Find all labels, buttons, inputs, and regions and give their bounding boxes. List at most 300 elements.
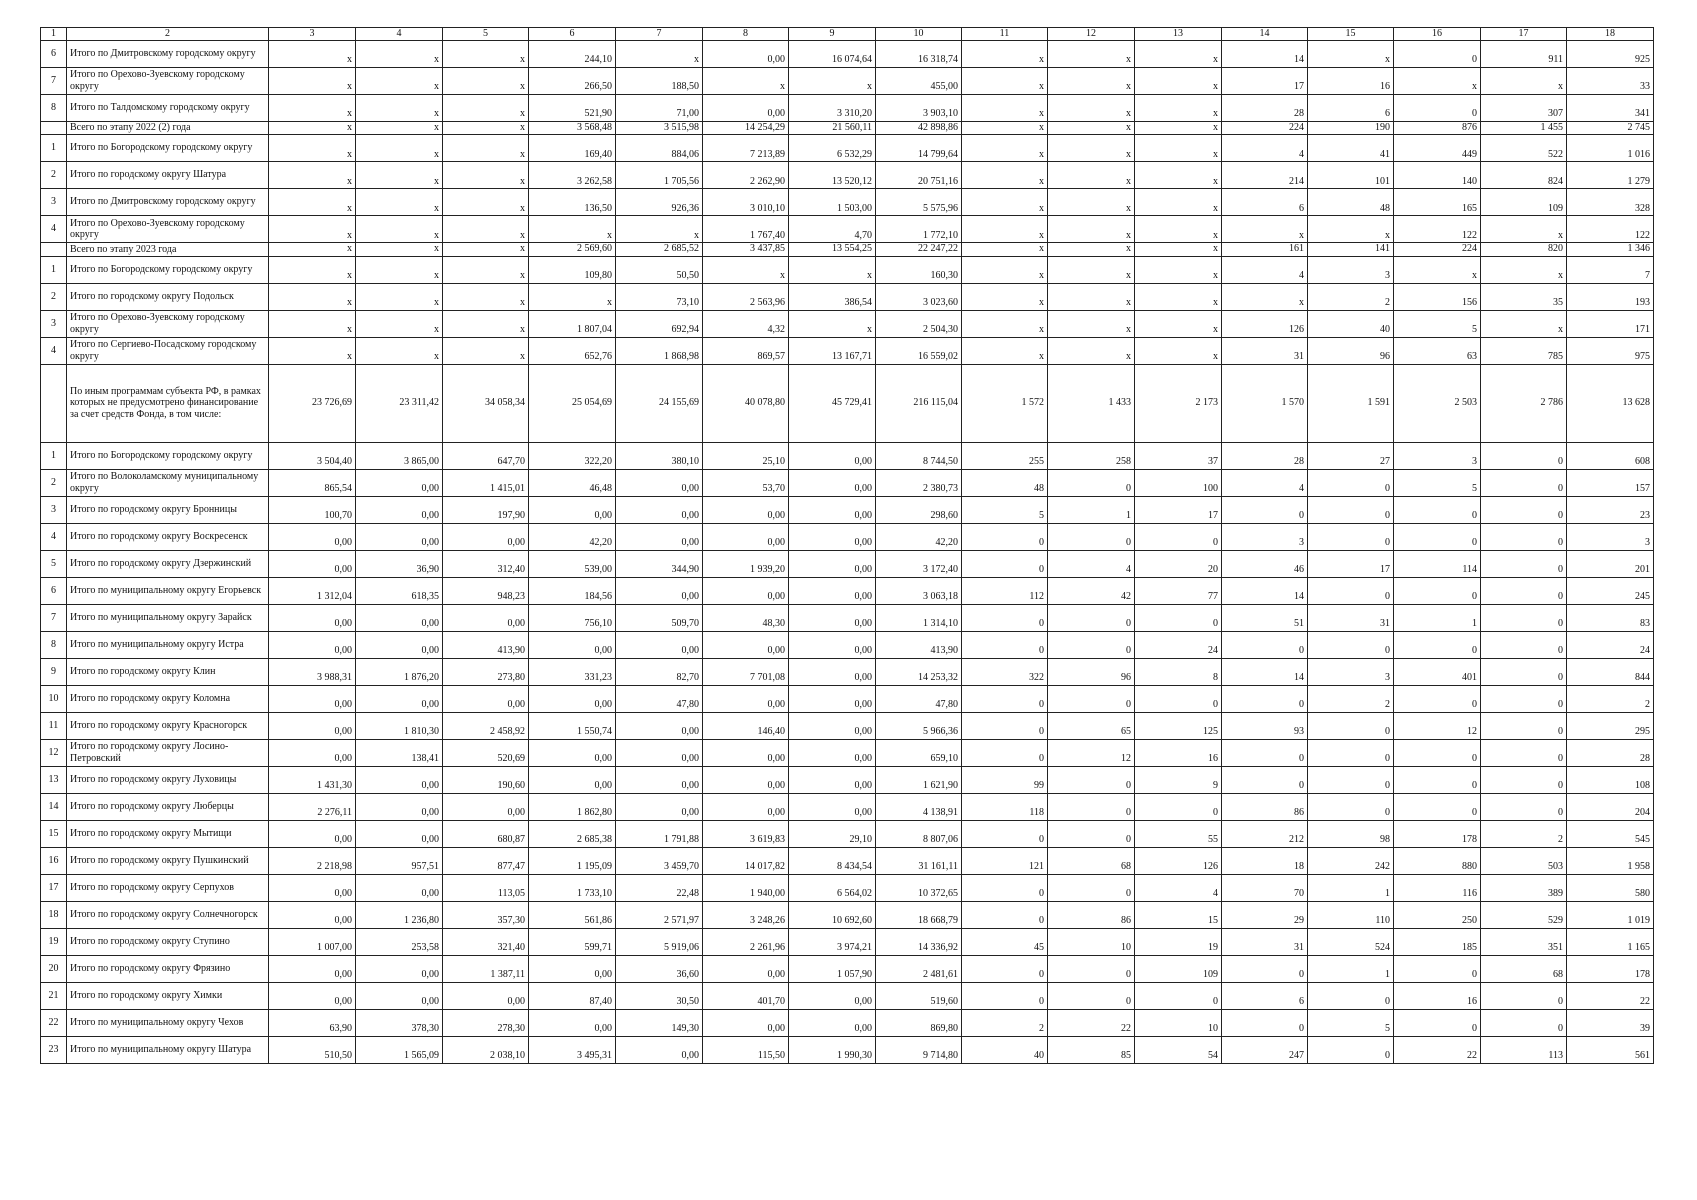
- value-cell: 82,70: [616, 658, 703, 685]
- value-cell: 214: [1222, 162, 1308, 189]
- row-name-cell: Итого по городскому округу Клин: [67, 658, 269, 685]
- program-summary-row: [41, 364, 1654, 442]
- row-name-cell: Итого по Орехово-Зуевскому городскому округу: [67, 216, 269, 243]
- value-cell: 3 568,48: [529, 121, 616, 135]
- value-cell: 21 560,11: [789, 121, 876, 135]
- value-cell: 877,47: [443, 847, 529, 874]
- value-cell: 12: [1048, 739, 1135, 766]
- row-name-cell: Итого по городскому округу Дзержинский: [67, 550, 269, 577]
- value-cell: 647,70: [443, 442, 529, 469]
- table-row: [41, 874, 1654, 901]
- value-cell: x: [1135, 67, 1222, 94]
- value-cell: 509,70: [616, 604, 703, 631]
- value-cell: 0,00: [789, 523, 876, 550]
- value-cell: x: [703, 256, 789, 283]
- row-number-cell: 3: [41, 496, 67, 523]
- value-cell: 0: [1222, 631, 1308, 658]
- value-cell: 298,60: [876, 496, 962, 523]
- row-number-cell: 16: [41, 847, 67, 874]
- value-cell: 28: [1222, 94, 1308, 121]
- value-cell: 8: [1135, 658, 1222, 685]
- value-cell: x: [1308, 216, 1394, 243]
- value-cell: 1 503,00: [789, 189, 876, 216]
- row-name-cell: Итого по городскому округу Химки: [67, 982, 269, 1009]
- value-cell: 344,90: [616, 550, 703, 577]
- value-cell: 2 276,11: [269, 793, 356, 820]
- row-name-cell: Итого по городскому округу Луховицы: [67, 766, 269, 793]
- value-cell: 0: [1481, 685, 1567, 712]
- value-cell: 54: [1135, 1036, 1222, 1063]
- value-cell: 524: [1308, 928, 1394, 955]
- value-cell: 0: [1048, 766, 1135, 793]
- value-cell: 42,20: [529, 523, 616, 550]
- value-cell: 13 554,25: [789, 243, 876, 257]
- value-cell: 0: [1394, 94, 1481, 121]
- value-cell: 880: [1394, 847, 1481, 874]
- value-cell: 22: [1394, 1036, 1481, 1063]
- value-cell: 0,00: [443, 793, 529, 820]
- row-name-cell: Всего по этапу 2022 (2) года: [67, 121, 269, 135]
- table-row: [41, 135, 1654, 162]
- value-cell: x: [962, 243, 1048, 257]
- value-cell: 1 868,98: [616, 337, 703, 364]
- value-cell: 2 458,92: [443, 712, 529, 739]
- value-cell: 561: [1567, 1036, 1654, 1063]
- value-cell: 0,00: [356, 955, 443, 982]
- column-number-cell: 12: [1048, 28, 1135, 41]
- value-cell: 5: [962, 496, 1048, 523]
- table-row: [41, 928, 1654, 955]
- table-row: [41, 847, 1654, 874]
- row-name-cell: Итого по Талдомскому городскому округу: [67, 94, 269, 121]
- value-cell: 98: [1308, 820, 1394, 847]
- value-cell: 17: [1308, 550, 1394, 577]
- value-cell: 0: [1481, 496, 1567, 523]
- value-cell: 0: [1222, 685, 1308, 712]
- value-cell: 1 312,04: [269, 577, 356, 604]
- value-cell: 13 520,12: [789, 162, 876, 189]
- value-cell: 37: [1135, 442, 1222, 469]
- value-cell: 109: [1135, 955, 1222, 982]
- column-number-cell: 7: [616, 28, 703, 41]
- value-cell: 2 218,98: [269, 847, 356, 874]
- value-cell: 0: [1135, 982, 1222, 1009]
- value-cell: x: [1048, 243, 1135, 257]
- value-cell: 50,50: [616, 256, 703, 283]
- value-cell: 0,00: [789, 739, 876, 766]
- value-cell: 0: [1048, 820, 1135, 847]
- value-cell: x: [962, 256, 1048, 283]
- value-cell: 8 744,50: [876, 442, 962, 469]
- value-cell: 3 988,31: [269, 658, 356, 685]
- value-cell: x: [356, 40, 443, 67]
- value-cell: x: [962, 162, 1048, 189]
- value-cell: x: [962, 67, 1048, 94]
- value-cell: x: [1048, 67, 1135, 94]
- value-cell: 1 007,00: [269, 928, 356, 955]
- value-cell: x: [529, 216, 616, 243]
- column-number-cell: 1: [41, 28, 67, 41]
- value-cell: 503: [1481, 847, 1567, 874]
- value-cell: 580: [1567, 874, 1654, 901]
- value-cell: x: [529, 283, 616, 310]
- value-cell: 42,20: [876, 523, 962, 550]
- value-cell: x: [356, 337, 443, 364]
- row-number-cell: 22: [41, 1009, 67, 1036]
- value-cell: 0: [1481, 577, 1567, 604]
- table-row: [41, 496, 1654, 523]
- value-cell: 0: [1222, 766, 1308, 793]
- value-cell: 2: [1567, 685, 1654, 712]
- value-cell: 4: [1222, 135, 1308, 162]
- value-cell: 63: [1394, 337, 1481, 364]
- value-cell: 93: [1222, 712, 1308, 739]
- value-cell: 876: [1394, 121, 1481, 135]
- value-cell: 0: [1394, 793, 1481, 820]
- value-cell: x: [1135, 337, 1222, 364]
- value-cell: 1 165: [1567, 928, 1654, 955]
- value-cell: 2 563,96: [703, 283, 789, 310]
- table-row: [41, 216, 1654, 243]
- value-cell: 0: [1394, 523, 1481, 550]
- value-cell: 51: [1222, 604, 1308, 631]
- row-number-cell: [41, 364, 67, 442]
- value-cell: 169,40: [529, 135, 616, 162]
- value-cell: 1 807,04: [529, 310, 616, 337]
- value-cell: x: [269, 162, 356, 189]
- value-cell: 4,70: [789, 216, 876, 243]
- row-name-cell: Итого по городскому округу Красногорск: [67, 712, 269, 739]
- value-cell: 0: [962, 874, 1048, 901]
- value-cell: 136,50: [529, 189, 616, 216]
- value-cell: 39: [1567, 1009, 1654, 1036]
- table-row: [41, 604, 1654, 631]
- value-cell: 1 940,00: [703, 874, 789, 901]
- value-cell: 0,00: [789, 496, 876, 523]
- column-number-cell: 14: [1222, 28, 1308, 41]
- value-cell: x: [1135, 189, 1222, 216]
- value-cell: x: [1048, 216, 1135, 243]
- value-cell: 0: [1222, 496, 1308, 523]
- row-name-cell: Итого по городскому округу Мытищи: [67, 820, 269, 847]
- value-cell: 0,00: [356, 523, 443, 550]
- value-cell: 380,10: [616, 442, 703, 469]
- row-name-cell: Всего по этапу 2023 года: [67, 243, 269, 257]
- value-cell: 1 195,09: [529, 847, 616, 874]
- value-cell: 0,00: [789, 469, 876, 496]
- row-number-cell: 2: [41, 162, 67, 189]
- value-cell: x: [443, 135, 529, 162]
- row-name-cell: Итого по городскому округу Подольск: [67, 283, 269, 310]
- value-cell: x: [1481, 256, 1567, 283]
- value-cell: 0,00: [616, 1036, 703, 1063]
- value-cell: x: [962, 310, 1048, 337]
- value-cell: x: [443, 121, 529, 135]
- value-cell: 0,00: [269, 901, 356, 928]
- value-cell: 4: [1048, 550, 1135, 577]
- value-cell: 5: [1394, 469, 1481, 496]
- column-number-cell: 5: [443, 28, 529, 41]
- value-cell: 4 138,91: [876, 793, 962, 820]
- value-cell: 48,30: [703, 604, 789, 631]
- table-row: [41, 67, 1654, 94]
- value-cell: 561,86: [529, 901, 616, 928]
- column-number-cell: 10: [876, 28, 962, 41]
- value-cell: x: [962, 94, 1048, 121]
- value-cell: 331,23: [529, 658, 616, 685]
- value-cell: 1 791,88: [616, 820, 703, 847]
- value-cell: 0: [1481, 982, 1567, 1009]
- value-cell: x: [1135, 283, 1222, 310]
- value-cell: 0,00: [356, 469, 443, 496]
- value-cell: 0,00: [356, 793, 443, 820]
- value-cell: 312,40: [443, 550, 529, 577]
- value-cell: 1 236,80: [356, 901, 443, 928]
- value-cell: 3 172,40: [876, 550, 962, 577]
- row-number-cell: 9: [41, 658, 67, 685]
- value-cell: 0,00: [616, 712, 703, 739]
- row-name-cell: Итого по городскому округу Бронницы: [67, 496, 269, 523]
- value-cell: 3 310,20: [789, 94, 876, 121]
- column-number-cell: 3: [269, 28, 356, 41]
- value-cell: x: [356, 283, 443, 310]
- value-cell: 18: [1222, 847, 1308, 874]
- value-cell: 608: [1567, 442, 1654, 469]
- value-cell: x: [356, 121, 443, 135]
- value-cell: 957,51: [356, 847, 443, 874]
- value-cell: 17: [1135, 496, 1222, 523]
- value-cell: 865,54: [269, 469, 356, 496]
- table-row: [41, 793, 1654, 820]
- value-cell: 68: [1481, 955, 1567, 982]
- row-number-cell: 4: [41, 337, 67, 364]
- value-cell: 86: [1222, 793, 1308, 820]
- value-cell: 0: [1308, 793, 1394, 820]
- value-cell: 3: [1308, 658, 1394, 685]
- value-cell: 40: [962, 1036, 1048, 1063]
- value-cell: 114: [1394, 550, 1481, 577]
- value-cell: 0: [1048, 631, 1135, 658]
- value-cell: 40: [1308, 310, 1394, 337]
- value-cell: 0,00: [529, 955, 616, 982]
- row-number-cell: 15: [41, 820, 67, 847]
- value-cell: 278,30: [443, 1009, 529, 1036]
- value-cell: 0: [1135, 685, 1222, 712]
- value-cell: 190: [1308, 121, 1394, 135]
- value-cell: 0,00: [443, 604, 529, 631]
- value-cell: 925: [1567, 40, 1654, 67]
- value-cell: 216 115,04: [876, 364, 962, 442]
- value-cell: 652,76: [529, 337, 616, 364]
- value-cell: 45: [962, 928, 1048, 955]
- value-cell: 401,70: [703, 982, 789, 1009]
- value-cell: 0: [1308, 523, 1394, 550]
- value-cell: 0: [1222, 739, 1308, 766]
- value-cell: 0: [1481, 631, 1567, 658]
- value-cell: 341: [1567, 94, 1654, 121]
- row-name-cell: По иным программам субъекта РФ, в рамках которых не предусмотрено финансирование за счет средств Фонда, в том числе:: [67, 364, 269, 442]
- column-number-row: [41, 28, 1654, 41]
- value-cell: 1 550,74: [529, 712, 616, 739]
- value-cell: 33: [1567, 67, 1654, 94]
- value-cell: x: [1135, 256, 1222, 283]
- value-cell: 0,00: [616, 766, 703, 793]
- value-cell: 3 515,98: [616, 121, 703, 135]
- value-cell: x: [1481, 310, 1567, 337]
- value-cell: 47,80: [616, 685, 703, 712]
- value-cell: 20: [1135, 550, 1222, 577]
- value-cell: 0,00: [703, 685, 789, 712]
- value-cell: 47,80: [876, 685, 962, 712]
- value-cell: 0: [1394, 40, 1481, 67]
- value-cell: 357,30: [443, 901, 529, 928]
- value-cell: 178: [1567, 955, 1654, 982]
- row-number-cell: 2: [41, 469, 67, 496]
- row-name-cell: Итого по муниципальному округу Зарайск: [67, 604, 269, 631]
- value-cell: 328: [1567, 189, 1654, 216]
- value-cell: 519,60: [876, 982, 962, 1009]
- value-cell: 0: [1048, 469, 1135, 496]
- value-cell: 8 434,54: [789, 847, 876, 874]
- value-cell: 545: [1567, 820, 1654, 847]
- value-cell: 101: [1308, 162, 1394, 189]
- value-cell: 15: [1135, 901, 1222, 928]
- value-cell: 29: [1222, 901, 1308, 928]
- value-cell: 0: [962, 955, 1048, 982]
- value-cell: 242: [1308, 847, 1394, 874]
- value-cell: 0: [1308, 1036, 1394, 1063]
- value-cell: x: [443, 94, 529, 121]
- value-cell: 14 254,29: [703, 121, 789, 135]
- value-cell: 46,48: [529, 469, 616, 496]
- value-cell: 2 261,96: [703, 928, 789, 955]
- value-cell: x: [962, 337, 1048, 364]
- value-cell: 45 729,41: [789, 364, 876, 442]
- value-cell: 116: [1394, 874, 1481, 901]
- value-cell: 0: [1481, 739, 1567, 766]
- value-cell: 869,57: [703, 337, 789, 364]
- value-cell: 2 685,52: [616, 243, 703, 257]
- table-row: [41, 162, 1654, 189]
- table-row: [41, 337, 1654, 364]
- value-cell: x: [443, 310, 529, 337]
- value-cell: 1: [1308, 955, 1394, 982]
- value-cell: 6 564,02: [789, 874, 876, 901]
- table-row: [41, 1009, 1654, 1036]
- value-cell: 1 772,10: [876, 216, 962, 243]
- value-cell: 948,23: [443, 577, 529, 604]
- value-cell: 0: [1048, 685, 1135, 712]
- value-cell: 0,00: [789, 982, 876, 1009]
- value-cell: 224: [1394, 243, 1481, 257]
- value-cell: 0,00: [529, 496, 616, 523]
- value-cell: x: [1048, 310, 1135, 337]
- value-cell: 0: [1308, 739, 1394, 766]
- table-row: [41, 631, 1654, 658]
- row-name-cell: Итого по городскому округу Шатура: [67, 162, 269, 189]
- value-cell: 0,00: [616, 577, 703, 604]
- value-cell: 522: [1481, 135, 1567, 162]
- value-cell: 190,60: [443, 766, 529, 793]
- row-number-cell: 19: [41, 928, 67, 955]
- row-name-cell: Итого по городскому округу Солнечногорск: [67, 901, 269, 928]
- value-cell: 18 668,79: [876, 901, 962, 928]
- value-cell: 322: [962, 658, 1048, 685]
- value-cell: x: [269, 135, 356, 162]
- value-cell: 0: [1481, 469, 1567, 496]
- value-cell: 8 807,06: [876, 820, 962, 847]
- value-cell: 2 504,30: [876, 310, 962, 337]
- value-cell: x: [1048, 40, 1135, 67]
- value-cell: 2 786: [1481, 364, 1567, 442]
- value-cell: 785: [1481, 337, 1567, 364]
- value-cell: 0,00: [616, 523, 703, 550]
- value-cell: 68: [1048, 847, 1135, 874]
- value-cell: 2: [1481, 820, 1567, 847]
- value-cell: 55: [1135, 820, 1222, 847]
- row-number-cell: 8: [41, 631, 67, 658]
- value-cell: 24: [1135, 631, 1222, 658]
- value-cell: 3: [1394, 442, 1481, 469]
- value-cell: 2 745: [1567, 121, 1654, 135]
- value-cell: 3 010,10: [703, 189, 789, 216]
- value-cell: 9: [1135, 766, 1222, 793]
- value-cell: 65: [1048, 712, 1135, 739]
- value-cell: 0,00: [356, 685, 443, 712]
- value-cell: 141: [1308, 243, 1394, 257]
- value-cell: 0,00: [269, 550, 356, 577]
- value-cell: 258: [1048, 442, 1135, 469]
- row-name-cell: Итого по городскому округу Пушкинский: [67, 847, 269, 874]
- value-cell: 29,10: [789, 820, 876, 847]
- value-cell: 322,20: [529, 442, 616, 469]
- value-cell: 7 701,08: [703, 658, 789, 685]
- value-cell: 122: [1567, 216, 1654, 243]
- value-cell: 5 575,96: [876, 189, 962, 216]
- value-cell: 0: [1135, 793, 1222, 820]
- value-cell: 193: [1567, 283, 1654, 310]
- value-cell: x: [1135, 94, 1222, 121]
- value-cell: 0: [1394, 766, 1481, 793]
- column-number-cell: 4: [356, 28, 443, 41]
- value-cell: 2 262,90: [703, 162, 789, 189]
- value-cell: x: [356, 67, 443, 94]
- value-cell: 0,00: [269, 712, 356, 739]
- value-cell: x: [1048, 162, 1135, 189]
- table-row: [41, 982, 1654, 1009]
- value-cell: 1 016: [1567, 135, 1654, 162]
- value-cell: 14 253,32: [876, 658, 962, 685]
- value-cell: x: [269, 283, 356, 310]
- value-cell: 389: [1481, 874, 1567, 901]
- column-number-cell: 15: [1308, 28, 1394, 41]
- value-cell: 449: [1394, 135, 1481, 162]
- row-name-cell: Итого по Волоколамскому муниципальному округу: [67, 469, 269, 496]
- value-cell: x: [1048, 121, 1135, 135]
- table-row: [41, 955, 1654, 982]
- value-cell: 0: [962, 901, 1048, 928]
- value-cell: 10 692,60: [789, 901, 876, 928]
- value-cell: 266,50: [529, 67, 616, 94]
- value-cell: 0,00: [269, 685, 356, 712]
- value-cell: x: [616, 216, 703, 243]
- value-cell: 3 619,83: [703, 820, 789, 847]
- value-cell: 0,00: [529, 631, 616, 658]
- value-cell: 3 459,70: [616, 847, 703, 874]
- value-cell: 77: [1135, 577, 1222, 604]
- value-cell: 165: [1394, 189, 1481, 216]
- row-number-cell: 7: [41, 67, 67, 94]
